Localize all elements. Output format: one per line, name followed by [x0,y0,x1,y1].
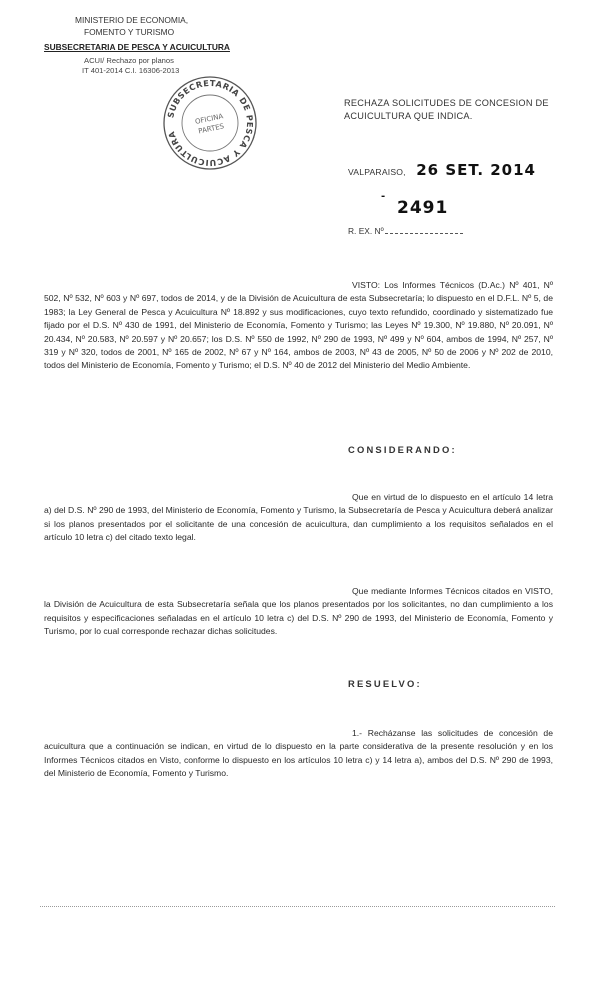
place-date-line [348,161,536,180]
resuelvo-heading: RESUELVO: [348,678,422,689]
resolution-number-blank [385,233,463,234]
ministry-line-1: MINISTERIO DE ECONOMIA, [75,15,189,25]
resolution-number: 2491 [397,198,449,218]
place-label: VALPARAISO, [348,167,406,177]
stamp-outer-text: SUBSECRETARIA DE PESCA Y ACUICULTURA [165,77,256,169]
resolution-label: R. EX. Nº [348,226,384,236]
subsecretaria-title: SUBSECRETARIA DE PESCA Y ACUICULTURA [44,42,230,52]
resolution-dash: - [381,191,386,202]
visto-paragraph: VISTO: Los Informes Técnicos (D.Ac.) Nº 401, Nº 502, Nº 532, Nº 603 y Nº 697, todos de 2014, y de la División de Acuicultura de esta Subsecretaría; lo dispuesto en el D.F.L. Nº 5, de 1983; la Ley General de Pesca y Acuicultura Nº 18.892 y sus modificaciones, cuyo texto refundido, coordinado y sistematizado fue fijado por el D.S. Nº 430 de 1991, del Ministerio de Economía, Fomento y Turismo; las Leyes Nº 19.300, Nº 19.880, Nº 20.091, Nº 20.434, Nº 20.583, Nº 20.597 y Nº 20.657; los D.S. Nº 550 de 1992, Nº 290 de 1993, Nº 499 y Nº 604, ambos de 1994, Nº 257, Nº 319 y Nº 320, todos de 2001, Nº 165 de 2002, Nº 67 y Nº 164, ambos de 2003, Nº 43 de 2005, Nº 50 de 2006 y Nº 202 de 2010, todos del Ministerio de Economía, Fomento y Turismo; el D.S. Nº 40 de 2012 del Ministerio del Medio Ambiente. [44,280,553,371]
svg-text:SUBSECRETARIA DE PESCA Y ACUIC [165,78,255,168]
document-reference: RECHAZA SOLICITUDES DE CONCESION DE ACUICULTURA QUE INDICA. [344,98,549,121]
reference-code-2: IT 401-2014 C.I. 16306-2013 [82,66,180,75]
resuelvo-paragraph-1: 1.- Recházanse las solicitudes de concesión de acuicultura que a continuación se indican, en virtud de lo dispuesto en la parte considerativa de la presente resolución y en los Informes Técnicos citados en Visto, conforme lo dispuesto en los artículos 10 letra c) y 14 letra a), ambos del D.S. Nº 290 de 1993, del Ministerio de Economía, Fomento y Turismo. [44,728,553,779]
stamp-inner-line-1: OFICINA [194,112,224,126]
considerando-paragraph-2: Que mediante Informes Técnicos citados en VISTO, la División de Acuicultura de esta Subsecretaría señala que los planos presentados por los solicitantes, no dan cumplimiento a los requisitos y especificaciones señaladas en el artículo 10 letra c) del D.S. Nº 290 de 1993, del Ministerio de Economía, Fomento y Turismo, por lo cual corresponde rechazar dichas solicitudes. [44,586,553,637]
office-stamp [161,74,259,172]
reference-code-1: ACUI/ Rechazo por planos [84,56,174,65]
ministry-line-2: FOMENTO Y TURISMO [84,27,175,37]
stamp-inner-line-2: PARTES [197,122,225,136]
considerando-heading: CONSIDERANDO: [348,444,457,455]
resolution-label-line [348,226,463,236]
issue-date-stamp: 26 SET. 2014 [416,161,536,179]
table-top-border [40,906,555,907]
considerando-paragraph-1: Que en virtud de lo dispuesto en el artículo 14 letra a) del D.S. Nº 290 de 1993, del Ministerio de Economía, Fomento y Turismo, la Subsecretaría de Pesca y Acuicultura deberá analizar si los planos presentados por el solicitante de una concesión de acuicultura, dan cumplimiento a los requisitos señalados en el artículo 10 letra c) del citado texto legal. [44,492,553,543]
